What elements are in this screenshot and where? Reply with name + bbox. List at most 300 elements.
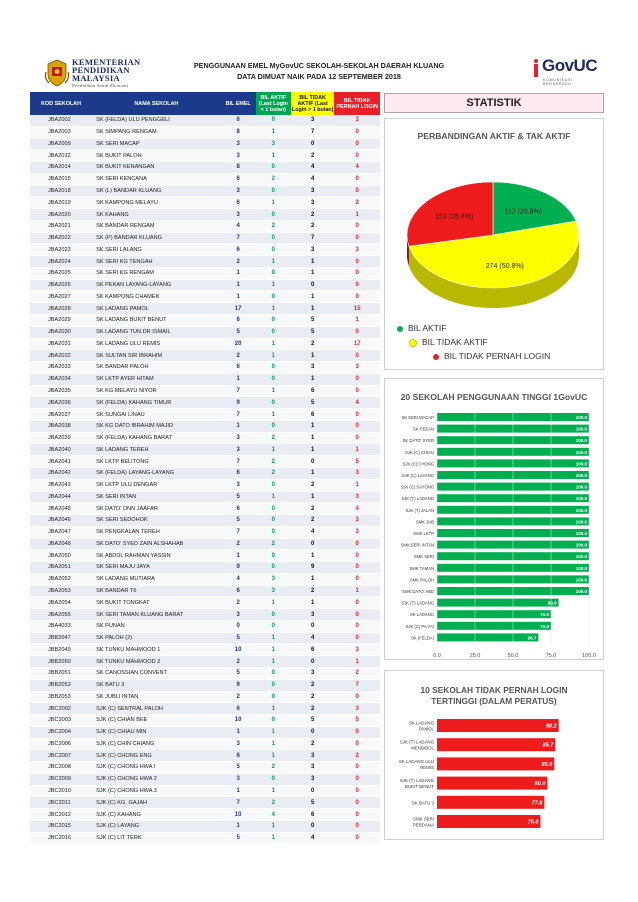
- category-label-1: SJK (T) LADANG: [399, 739, 434, 745]
- cell-bil-tidak-aktif: 2: [291, 585, 334, 597]
- table-row: [30, 397, 380, 409]
- legend-item-aktif: BIL AKTIF: [397, 323, 446, 333]
- x-tick-2: 50.0: [507, 653, 519, 659]
- title-line-1: PENGGUNAAN EMEL MyGovUC SEKOLAH-SEKOLAH DAERAH KLUANG: [193, 61, 445, 70]
- bar-value-7: 100.0: [575, 496, 587, 502]
- cell-bil-tidak-pernah-login: 0: [334, 597, 380, 609]
- top20-chart-title: 20 SEKOLAH PENGGUNAAN TINGGI 1GovUC: [400, 392, 588, 402]
- cell-bil-aktif: 0: [256, 550, 291, 562]
- cell-kod: JBA2050: [30, 550, 92, 562]
- legend-swatch-tidak-aktif: [409, 339, 417, 347]
- cell-bil-aktif: 1: [256, 597, 291, 609]
- cell-bil-tidak-aktif: 2: [291, 209, 334, 221]
- cell-bil-emel: 7: [221, 526, 256, 538]
- cell-bil-aktif: 2: [256, 220, 291, 232]
- cell-bil-tidak-pernah-login: 17: [334, 338, 380, 350]
- cell-kod: JBA2020: [30, 209, 92, 221]
- cell-kod: JBA2012: [30, 150, 92, 162]
- table-row: [30, 773, 380, 785]
- cell-bil-tidak-pernah-login: 3: [334, 467, 380, 479]
- cell-bil-tidak-pernah-login: 0: [334, 267, 380, 279]
- bar-value-0: 100.0: [575, 415, 587, 420]
- category-label-11: SMK SERI INTAN: [400, 542, 434, 548]
- cell-bil-emel: 9: [221, 679, 256, 691]
- cell-bil-emel: 0: [221, 620, 256, 632]
- cell-kod: JBA2031: [30, 338, 92, 350]
- category-label-0: PAMOL: [418, 726, 434, 732]
- cell-nama: SK LADANG TEREH: [92, 444, 220, 456]
- cell-bil-aktif: 1: [256, 703, 291, 715]
- cell-bil-tidak-aktif: 2: [291, 679, 334, 691]
- cell-bil-tidak-pernah-login: 0: [334, 173, 380, 185]
- table-row: [30, 479, 380, 491]
- cell-bil-emel: 6: [221, 115, 256, 126]
- cell-nama: SJK (C) KG. GAJAH: [92, 797, 220, 809]
- govuc-subtitle: KOMUNIKASI BERSEPADU: [543, 78, 573, 86]
- cell-nama: SK PEKAN LAYANG-LAYANG: [92, 279, 220, 291]
- cell-bil-emel: 5: [221, 832, 256, 844]
- table-row: [30, 656, 380, 668]
- cell-bil-aktif: 1: [256, 338, 291, 350]
- cell-bil-tidak-pernah-login: 2: [334, 750, 380, 762]
- cell-bil-emel: 5: [221, 515, 256, 527]
- table-row: [30, 832, 380, 844]
- cell-bil-tidak-pernah-login: 0: [334, 350, 380, 362]
- category-label-12: SMK SERI: [413, 554, 434, 560]
- cell-bil-aktif: 2: [256, 432, 291, 444]
- cell-nama: SK LADANG BUKIT BENUT: [92, 315, 220, 327]
- bar-16: [437, 599, 559, 607]
- bar-5: [437, 815, 541, 828]
- bar-value-0: 88.2: [545, 723, 557, 730]
- table-row: [30, 597, 380, 609]
- category-label-8: SJK (T) JALAN: [405, 507, 434, 513]
- logo-tagline: Pendidikan Saudi Ekonomi: [72, 83, 129, 88]
- bar-19: [437, 633, 538, 641]
- table-row: [30, 644, 380, 656]
- cell-kod: JBA2025: [30, 267, 92, 279]
- govuc-mark-icon: [530, 59, 542, 77]
- cell-nama: SK SERI KG TENGAH: [92, 256, 220, 268]
- cell-kod: JBC2004: [30, 726, 92, 738]
- cell-bil-tidak-aktif: 3: [291, 762, 334, 774]
- cell-bil-tidak-pernah-login: 3: [334, 515, 380, 527]
- bar-value-6: 100.0: [575, 484, 587, 490]
- cell-bil-tidak-pernah-login: 0: [334, 126, 380, 138]
- cell-kod: JBC2009: [30, 773, 92, 785]
- cell-bil-tidak-aktif: 3: [291, 185, 334, 197]
- cell-nama: SK BANDAR PALOH: [92, 362, 220, 374]
- pie-label-0: 112 (20.8%): [504, 208, 543, 216]
- table-row: [30, 456, 380, 468]
- cell-bil-tidak-pernah-login: 0: [334, 385, 380, 397]
- cell-kod: JBB2047: [30, 632, 92, 644]
- pie-label-2: 153 (28.4%): [435, 213, 474, 221]
- table-row: [30, 138, 380, 150]
- cell-bil-tidak-pernah-login: 0: [334, 809, 380, 821]
- cell-bil-emel: 3: [221, 185, 256, 197]
- cell-bil-tidak-aktif: 5: [291, 326, 334, 338]
- cell-nama: SK ABDUL RAHMAN YASSIN: [92, 550, 220, 562]
- cell-bil-aktif: 1: [256, 385, 291, 397]
- cell-kod: JBA2003: [30, 126, 92, 138]
- cell-kod: JBB2053: [30, 691, 92, 703]
- cell-bil-emel: 2: [221, 256, 256, 268]
- legend-item-tidak-pernah-login: BIL TIDAK PERNAH LOGIN: [433, 351, 550, 361]
- cell-bil-aktif: 2: [256, 456, 291, 468]
- cell-bil-aktif: 0: [256, 691, 291, 703]
- bar-value-11: 100.0: [575, 542, 587, 548]
- category-label-5: SJK (C) LAYANG: [401, 473, 434, 478]
- cell-kod: JBC2008: [30, 762, 92, 774]
- col-nama: NAMA SEKOLAH: [92, 92, 220, 115]
- cell-bil-tidak-aktif: 3: [291, 609, 334, 621]
- cell-kod: JBA2015: [30, 173, 92, 185]
- cell-bil-tidak-pernah-login: 0: [334, 291, 380, 303]
- cell-kod: JBA4033: [30, 620, 92, 632]
- cell-bil-aktif: 0: [256, 715, 291, 727]
- cell-bil-tidak-pernah-login: 0: [334, 797, 380, 809]
- cell-bil-tidak-aktif: 1: [291, 573, 334, 585]
- cell-kod: JBA2021: [30, 220, 92, 232]
- cell-kod: JBA2029: [30, 315, 92, 327]
- cell-bil-aktif: 1: [256, 197, 291, 209]
- cell-bil-tidak-pernah-login: 3: [334, 491, 380, 503]
- cell-bil-emel: 6: [221, 173, 256, 185]
- cell-bil-tidak-aktif: 1: [291, 491, 334, 503]
- cell-bil-emel: 7: [221, 385, 256, 397]
- table-row: [30, 785, 380, 797]
- cell-nama: SJK (C) CHONG ENG: [92, 750, 220, 762]
- legend-swatch-aktif: [397, 326, 403, 332]
- bar-0: [437, 719, 559, 732]
- cell-bil-aktif: 1: [256, 491, 291, 503]
- cell-bil-tidak-pernah-login: 0: [334, 138, 380, 150]
- cell-bil-tidak-pernah-login: 0: [334, 185, 380, 197]
- table-row: [30, 350, 380, 362]
- cell-bil-tidak-aktif: 2: [291, 479, 334, 491]
- category-label-13: SMK TAMAN: [409, 565, 434, 571]
- cell-kod: JBA2045: [30, 503, 92, 515]
- table-row: [30, 315, 380, 327]
- cell-nama: SJK (C) CHIAN BEE: [92, 715, 220, 727]
- category-label-4: SK BATU 3: [411, 800, 434, 806]
- cell-bil-tidak-aktif: 6: [291, 644, 334, 656]
- cell-bil-tidak-pernah-login: 1: [334, 656, 380, 668]
- cell-nama: SK KAMPONG MELAYU: [92, 197, 220, 209]
- cell-bil-tidak-aktif: 5: [291, 315, 334, 327]
- table-row: [30, 738, 380, 750]
- cell-bil-emel: 1: [221, 291, 256, 303]
- cell-bil-aktif: 0: [256, 162, 291, 174]
- cell-nama: SK (L) BANDAR KLUANG: [92, 185, 220, 197]
- cell-bil-tidak-pernah-login: 0: [334, 609, 380, 621]
- category-label-2: SK DATO' SYED: [402, 438, 434, 444]
- cell-bil-tidak-aktif: 2: [291, 503, 334, 515]
- cell-kod: JBC2011: [30, 797, 92, 809]
- cell-kod: JBA2026: [30, 279, 92, 291]
- category-label-4: SJK (C) CHONG: [402, 461, 434, 467]
- cell-bil-tidak-aktif: 6: [291, 385, 334, 397]
- category-label-0: SK SERI MACAP: [401, 415, 434, 420]
- bar-value-2: 100.0: [575, 438, 587, 444]
- table-row: [30, 620, 380, 632]
- cell-kod: JBC2015: [30, 820, 92, 832]
- cell-bil-aktif: 2: [256, 173, 291, 185]
- top10-title-line-2: TERTINGGI (DALAM PERATUS): [431, 696, 557, 706]
- cell-bil-tidak-aktif: 1: [291, 303, 334, 315]
- table-row: [30, 726, 380, 738]
- cell-bil-emel: 5: [221, 762, 256, 774]
- cell-bil-aktif: 3: [256, 573, 291, 585]
- cell-bil-tidak-aktif: 5: [291, 397, 334, 409]
- cell-bil-tidak-pernah-login: 3: [334, 244, 380, 256]
- cell-bil-tidak-pernah-login: 0: [334, 691, 380, 703]
- cell-kod: JBA2052: [30, 573, 92, 585]
- cell-kod: JBC2010: [30, 785, 92, 797]
- cell-bil-tidak-pernah-login: 0: [334, 762, 380, 774]
- table-row: [30, 150, 380, 162]
- cell-bil-aktif: 1: [256, 444, 291, 456]
- table-row: [30, 209, 380, 221]
- cell-bil-emel: 7: [221, 797, 256, 809]
- cell-bil-tidak-pernah-login: 3: [334, 362, 380, 374]
- table-row: [30, 491, 380, 503]
- cell-bil-emel: 10: [221, 809, 256, 821]
- cell-kod: JBA2041: [30, 456, 92, 468]
- cell-bil-emel: 3: [221, 738, 256, 750]
- bar-18: [437, 622, 551, 630]
- crest-icon: [44, 58, 70, 88]
- cell-bil-emel: 1: [221, 420, 256, 432]
- bar-value-17: 75.0: [540, 612, 549, 618]
- cell-bil-aktif: 0: [256, 115, 291, 126]
- category-label-10: SMK LKTP: [413, 531, 434, 536]
- cell-bil-aktif: 1: [256, 279, 291, 291]
- cell-bil-tidak-aktif: 2: [291, 150, 334, 162]
- cell-bil-emel: 6: [221, 315, 256, 327]
- table-row: [30, 232, 380, 244]
- x-tick-4: 100.0: [582, 653, 596, 659]
- cell-bil-emel: 6: [221, 585, 256, 597]
- bar-value-12: 100.0: [575, 554, 587, 560]
- cell-nama: SK BATU 3: [92, 679, 220, 691]
- cell-bil-tidak-pernah-login: 0: [334, 232, 380, 244]
- legend-swatch-tidak-pernah-login: [433, 354, 439, 360]
- bar-value-5: 100.0: [575, 473, 587, 478]
- cell-bil-emel: 5: [221, 491, 256, 503]
- cell-nama: SK SIMPANG RENGAM: [92, 126, 220, 138]
- bar-value-8: 100.0: [575, 507, 587, 513]
- cell-bil-aktif: 0: [256, 244, 291, 256]
- cell-bil-tidak-pernah-login: 0: [334, 409, 380, 421]
- cell-bil-aktif: 1: [256, 126, 291, 138]
- cell-kod: JBA2037: [30, 409, 92, 421]
- cell-kod: JBA2042: [30, 467, 92, 479]
- cell-bil-tidak-pernah-login: 3: [334, 644, 380, 656]
- cell-bil-tidak-pernah-login: 15: [334, 303, 380, 315]
- top20-bar-chart: [385, 379, 603, 659]
- top10-bar-chart: [385, 671, 603, 839]
- cell-kod: JBC2002: [30, 703, 92, 715]
- cell-nama: SK LKTP BELITONG: [92, 456, 220, 468]
- table-row: [30, 562, 380, 574]
- logo-line-1: KEMENTERIAN: [72, 57, 141, 67]
- cell-bil-aktif: 0: [256, 326, 291, 338]
- cell-kod: JBA2022: [30, 232, 92, 244]
- cell-bil-emel: 3: [221, 609, 256, 621]
- cell-bil-tidak-pernah-login: 5: [334, 456, 380, 468]
- cell-bil-emel: 3: [221, 773, 256, 785]
- cell-bil-emel: 4: [221, 220, 256, 232]
- cell-nama: SK (FELDA) KAHANG BARAT: [92, 432, 220, 444]
- cell-kod: JBA2002: [30, 115, 92, 126]
- cell-bil-aktif: 0: [256, 609, 291, 621]
- col-bil-tidak-aktif: BIL TIDAK AKTIF (Last Login > 1 bulan): [291, 92, 334, 115]
- cell-nama: SK PALOH (2): [92, 632, 220, 644]
- table-row: [30, 750, 380, 762]
- cell-nama: SK KG DATO IBRAHIM MAJID: [92, 420, 220, 432]
- cell-nama: SK BANDAR RENGAM: [92, 220, 220, 232]
- school-email-table: [30, 92, 380, 844]
- table-row: [30, 279, 380, 291]
- table-row: [30, 267, 380, 279]
- cell-bil-aktif: 0: [256, 373, 291, 385]
- cell-bil-emel: 6: [221, 503, 256, 515]
- cell-kod: JBA2023: [30, 244, 92, 256]
- table-row: [30, 338, 380, 350]
- cell-bil-tidak-pernah-login: 3: [334, 115, 380, 126]
- cell-bil-aktif: 2: [256, 467, 291, 479]
- cell-nama: SK (FELDA) ULU PENGGELI: [92, 115, 220, 126]
- category-label-19: SK (FELDA): [410, 635, 434, 641]
- cell-bil-tidak-pernah-login: 1: [334, 585, 380, 597]
- cell-nama: SJK (C) CHONG HWA I: [92, 762, 220, 774]
- category-label-6: SJK (C) SAYONG: [400, 484, 434, 490]
- cell-nama: SJK (C) LAYANG: [92, 820, 220, 832]
- cell-bil-aktif: 0: [256, 362, 291, 374]
- cell-bil-aktif: 1: [256, 632, 291, 644]
- logo-line-2: PENDIDIKAN: [72, 65, 130, 75]
- cell-nama: SK BUKIT PALOH: [92, 150, 220, 162]
- bar-value-1: 100.0: [575, 426, 587, 432]
- cell-bil-aktif: 1: [256, 785, 291, 797]
- bar-value-16: 80.0: [547, 600, 557, 606]
- cell-nama: SK (FELDA) KAHANG TIMUR: [92, 397, 220, 409]
- table-row: [30, 185, 380, 197]
- cell-bil-aktif: 1: [256, 656, 291, 668]
- cell-kod: JBB2049: [30, 644, 92, 656]
- cell-bil-tidak-aktif: 1: [291, 350, 334, 362]
- cell-bil-emel: 7: [221, 456, 256, 468]
- cell-nama: SK PENGKALAN TEREH: [92, 526, 220, 538]
- table-row: [30, 467, 380, 479]
- cell-nama: SK KAHANG: [92, 209, 220, 221]
- table-row: [30, 173, 380, 185]
- cell-nama: SJK (C) CHIN CHIANG: [92, 738, 220, 750]
- cell-bil-tidak-aktif: 0: [291, 279, 334, 291]
- table-row: [30, 573, 380, 585]
- bar-value-18: 75.0: [540, 623, 549, 629]
- cell-kod: JBA2038: [30, 420, 92, 432]
- cell-bil-tidak-pernah-login: 4: [334, 162, 380, 174]
- cell-bil-aktif: 0: [256, 773, 291, 785]
- cell-nama: SK SERI TAMAN KLUANG BARAT: [92, 609, 220, 621]
- cell-nama: SK SULTAN SIR IBRAHIM: [92, 350, 220, 362]
- cell-kod: JBA2040: [30, 444, 92, 456]
- table-row: [30, 503, 380, 515]
- cell-bil-emel: 8: [221, 126, 256, 138]
- table-row: [30, 220, 380, 232]
- cell-bil-tidak-pernah-login: 3: [334, 703, 380, 715]
- category-label-2: SK LADANG ULU: [398, 758, 434, 764]
- cell-bil-tidak-aktif: 0: [291, 456, 334, 468]
- cell-bil-tidak-aktif: 7: [291, 126, 334, 138]
- category-label-3: SJK (C) CHIAU: [405, 449, 434, 455]
- category-label-3: SJK (T) LADANG: [399, 778, 434, 784]
- cell-bil-tidak-pernah-login: 0: [334, 738, 380, 750]
- cell-kod: JBA2033: [30, 362, 92, 374]
- cell-kod: JBA2047: [30, 526, 92, 538]
- cell-bil-tidak-aktif: 2: [291, 691, 334, 703]
- cell-nama: SK LADANG TUN DR ISMAIL: [92, 326, 220, 338]
- cell-nama: SK DATO' ONN JAAFAR: [92, 503, 220, 515]
- cell-bil-tidak-pernah-login: 0: [334, 773, 380, 785]
- cell-bil-emel: 6: [221, 362, 256, 374]
- category-label-1: SK PEKAN: [413, 426, 434, 432]
- cell-bil-tidak-aktif: 1: [291, 467, 334, 479]
- cell-bil-aktif: 0: [256, 232, 291, 244]
- cell-nama: SK KG MELAYU NIYOR: [92, 385, 220, 397]
- cell-bil-tidak-aktif: 2: [291, 738, 334, 750]
- bar-17: [437, 610, 551, 618]
- table-body: [30, 115, 380, 844]
- cell-bil-tidak-pernah-login: 0: [334, 538, 380, 550]
- cell-nama: SK BUKIT TONGKAT: [92, 597, 220, 609]
- cell-bil-tidak-aktif: 4: [291, 832, 334, 844]
- bar-value-10: 100.0: [575, 531, 587, 536]
- cell-kod: JBA2019: [30, 197, 92, 209]
- cell-bil-aktif: 1: [256, 738, 291, 750]
- cell-bil-tidak-aktif: 3: [291, 115, 334, 126]
- cell-bil-tidak-pernah-login: 5: [334, 715, 380, 727]
- cell-kod: JBA2032: [30, 350, 92, 362]
- col-bil-tidak-pernah-login: BIL TIDAK PERNAH LOGIN: [334, 92, 380, 115]
- cell-kod: JBA2018: [30, 185, 92, 197]
- cell-bil-aktif: 0: [256, 267, 291, 279]
- cell-nama: SK BUKIT KENANGAN: [92, 162, 220, 174]
- col-bil-aktif: BIL AKTIF (Last Login < 1 bulan): [256, 92, 291, 115]
- top20-chart-panel: [384, 378, 604, 660]
- cell-bil-emel: 7: [221, 232, 256, 244]
- cell-bil-tidak-aktif: 1: [291, 267, 334, 279]
- category-label-0: SK LADANG: [408, 720, 434, 726]
- cell-bil-tidak-aktif: 9: [291, 562, 334, 574]
- category-label-18: SJK (C) PA YAI: [405, 623, 434, 629]
- bar-value-5: 75.0: [527, 819, 539, 826]
- cell-bil-emel: 5: [221, 632, 256, 644]
- category-label-5: SMK SERI: [413, 816, 434, 822]
- cell-bil-aktif: 2: [256, 538, 291, 550]
- cell-bil-aktif: 0: [256, 562, 291, 574]
- cell-nama: SK PUNAN: [92, 620, 220, 632]
- table-row: [30, 609, 380, 621]
- cell-bil-aktif: 1: [256, 409, 291, 421]
- table-row: [30, 809, 380, 821]
- bar-value-9: 100.0: [575, 519, 587, 525]
- top10-chart-panel: [384, 670, 604, 840]
- cell-bil-tidak-aktif: 0: [291, 785, 334, 797]
